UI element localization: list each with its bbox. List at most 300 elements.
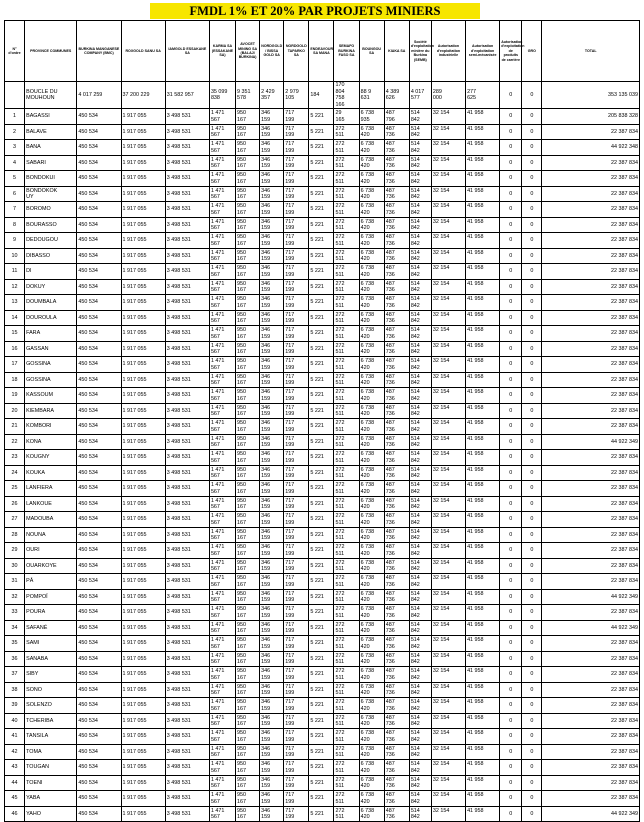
cell-c7 <box>236 496 260 512</box>
cell-line: 420 <box>360 612 370 619</box>
cell-c6 <box>209 326 235 342</box>
cell-line <box>433 442 464 449</box>
cell-total: 22 387 834 <box>542 574 640 590</box>
cell-line: 41 958 <box>467 234 484 241</box>
cell-line: 272 <box>335 683 345 690</box>
cell-line: 272 <box>335 125 345 132</box>
cell-line: 272 <box>335 482 345 489</box>
column-header: ENDEAVOUR SA MANA <box>309 21 334 82</box>
cell-line: 717 <box>285 156 295 163</box>
cell-line: 32 154 <box>432 544 450 551</box>
cell-line: 346 <box>261 528 271 535</box>
cell-line: 41 958 <box>467 218 484 225</box>
cell-line: 514 <box>410 172 420 179</box>
cell-line: 717 <box>285 218 295 225</box>
cell-c12 <box>359 82 384 109</box>
cell-line: 167 <box>237 643 247 650</box>
cell-c6 <box>209 248 235 264</box>
cell-line: 514 <box>410 776 420 783</box>
cell-c8 <box>260 744 284 760</box>
cell-line: 167 <box>237 256 247 263</box>
cell-line: 167 <box>237 209 247 216</box>
cell-c15 <box>431 450 465 466</box>
cell-line: 32 154 <box>432 156 450 163</box>
cell-line: 717 <box>285 280 295 287</box>
cell-c12 <box>359 155 384 171</box>
cell-line: 6 738 <box>360 280 375 287</box>
cell-line: 487 <box>385 714 395 721</box>
cell-line: 487 <box>385 125 395 132</box>
cell-c11 <box>334 357 359 373</box>
cell-line: 736 <box>385 240 395 247</box>
cell-line: 796 <box>385 116 395 123</box>
cell-line: 167 <box>237 473 247 480</box>
cell-line: 736 <box>385 752 395 759</box>
cell-line: 511 <box>335 736 345 743</box>
cell-c17: 0 <box>500 589 522 605</box>
cell-line: 159 <box>261 597 271 604</box>
cell-line: 567 <box>210 798 220 805</box>
cell-line: MOUHOUN <box>26 95 55 102</box>
cell-name <box>25 450 77 466</box>
cell-line: 41 958 <box>467 761 484 768</box>
cell-line: 199 <box>285 612 295 619</box>
cell-c15 <box>431 713 465 729</box>
cell-line: 199 <box>285 721 295 728</box>
cell-c16 <box>466 791 500 807</box>
cell-line: 514 <box>410 730 420 737</box>
cell-c10: 5 221 <box>309 326 334 342</box>
cell-c16 <box>466 82 500 109</box>
cell-line: 420 <box>360 643 370 650</box>
cell-line: 32 154 <box>432 404 450 411</box>
cell-c17: 0 <box>500 791 522 807</box>
cell-total: 22 387 834 <box>542 295 640 311</box>
cell-line: 35 099 <box>210 88 228 95</box>
cell-line <box>433 535 464 542</box>
cell-line: 199 <box>285 256 295 263</box>
cell-line: 167 <box>237 767 247 774</box>
cell-line: 1 471 <box>210 683 225 690</box>
cell-line <box>467 442 498 449</box>
cell-line <box>467 566 498 573</box>
cell-c12 <box>359 202 384 218</box>
cell-line: 736 <box>385 457 395 464</box>
cell-line <box>433 644 464 651</box>
cell-c15 <box>431 512 465 528</box>
cell-c18: 0 <box>522 295 542 311</box>
cell-line: 487 <box>385 203 395 210</box>
cell-line: 736 <box>385 566 395 573</box>
cell-c13 <box>384 527 409 543</box>
cell-line <box>467 334 498 341</box>
cell-c17: 0 <box>500 605 522 621</box>
cell-c18: 0 <box>522 357 542 373</box>
cell-line: 6 738 <box>360 590 375 597</box>
cell-c8 <box>260 791 284 807</box>
cell-line: 32 154 <box>432 590 450 597</box>
cell-line: 487 <box>385 389 395 396</box>
cell-c16 <box>466 527 500 543</box>
cell-c15 <box>431 155 465 171</box>
table-row <box>5 202 640 218</box>
cell-c15 <box>431 82 465 109</box>
cell-c11 <box>334 233 359 249</box>
cell-c4: 1 917 055 <box>121 264 165 280</box>
cell-c4: 1 917 055 <box>121 171 165 187</box>
cell-c10: 5 221 <box>309 248 334 264</box>
cell-c15 <box>431 248 465 264</box>
cell-line: 41 958 <box>467 637 484 644</box>
cell-line: 346 <box>261 125 271 132</box>
cell-c14 <box>409 636 431 652</box>
cell-name <box>25 589 77 605</box>
cell-line: 41 958 <box>467 172 484 179</box>
table-row <box>5 620 640 636</box>
cell-line: 950 <box>237 466 247 473</box>
cell-line: 842 <box>410 721 420 728</box>
cell-line: 41 958 <box>467 807 484 814</box>
cell-line: 272 <box>335 280 345 287</box>
cell-c13 <box>384 357 409 373</box>
cell-line: 487 <box>385 141 395 148</box>
cell-line: 1 471 <box>210 373 225 380</box>
cell-c12 <box>359 403 384 419</box>
cell-name <box>25 403 77 419</box>
cell-line: 346 <box>261 249 271 256</box>
cell-c6 <box>209 341 235 357</box>
cell-c12 <box>359 233 384 249</box>
column-header: NORDGOLD / BISSA GOLD SA <box>260 21 284 82</box>
cell-line: 950 <box>237 203 247 210</box>
cell-line: 950 <box>237 265 247 272</box>
cell-c17: 0 <box>500 341 522 357</box>
cell-line: 717 <box>285 466 295 473</box>
cell-c13 <box>384 450 409 466</box>
cell-line: 32 154 <box>432 358 450 365</box>
cell-c4: 1 917 055 <box>121 109 165 125</box>
cell-line: 736 <box>385 349 395 356</box>
cell-name <box>25 171 77 187</box>
cell-c13 <box>384 775 409 791</box>
cell-name <box>25 806 77 822</box>
cell-line: TOENI <box>26 779 43 786</box>
cell-line: 567 <box>210 178 220 185</box>
cell-line <box>467 117 498 124</box>
cell-c17: 0 <box>500 310 522 326</box>
cell-line: 567 <box>210 767 220 774</box>
cell-c11 <box>334 403 359 419</box>
cell-line: 6 738 <box>360 745 375 752</box>
cell-line: 487 <box>385 342 395 349</box>
cell-line: 346 <box>261 621 271 628</box>
cell-c16 <box>466 217 500 233</box>
cell-line: 736 <box>385 395 395 402</box>
cell-c6 <box>209 82 235 109</box>
cell-line: 717 <box>285 544 295 551</box>
cell-line: 950 <box>237 141 247 148</box>
cell-c14 <box>409 279 431 295</box>
cell-line: 935 <box>360 116 370 123</box>
cell-line: GASSAN <box>26 345 49 352</box>
cell-line: 6 738 <box>360 296 375 303</box>
cell-c14 <box>409 512 431 528</box>
cell-name <box>25 295 77 311</box>
cell-line: 511 <box>335 287 345 294</box>
table-body <box>5 82 640 822</box>
cell-line: 159 <box>261 302 271 309</box>
cell-line: 1 471 <box>210 714 225 721</box>
cell-line: 41 958 <box>467 280 484 287</box>
cell-line: 159 <box>261 473 271 480</box>
cell-line: 511 <box>335 612 345 619</box>
cell-line: 842 <box>410 333 420 340</box>
cell-c10: 5 221 <box>309 682 334 698</box>
cell-line: 1 471 <box>210 606 225 613</box>
cell-line: 717 <box>285 203 295 210</box>
cell-line: 514 <box>410 637 420 644</box>
cell-c10: 5 221 <box>309 403 334 419</box>
cell-line: 346 <box>261 776 271 783</box>
cell-c9 <box>284 326 309 342</box>
cell-c17: 0 <box>500 186 522 202</box>
cell-line: 6 738 <box>360 776 375 783</box>
cell-line: 167 <box>237 411 247 418</box>
cell-c9 <box>284 248 309 264</box>
cell-line: 514 <box>410 497 420 504</box>
cell-no: 21 <box>5 419 25 435</box>
cell-c18: 0 <box>522 574 542 590</box>
cell-line: 842 <box>410 411 420 418</box>
cell-c15 <box>431 341 465 357</box>
cell-c9 <box>284 791 309 807</box>
cell-line: 32 154 <box>432 296 450 303</box>
cell-c15 <box>431 775 465 791</box>
cell-line: 32 154 <box>432 637 450 644</box>
cell-line: 736 <box>385 736 395 743</box>
cell-line: 159 <box>261 256 271 263</box>
cell-line: 6 738 <box>360 544 375 551</box>
cell-c6 <box>209 605 235 621</box>
cell-c7 <box>236 481 260 497</box>
cell-c5: 3 498 531 <box>165 760 209 776</box>
cell-line: 717 <box>285 404 295 411</box>
cell-c18: 0 <box>522 651 542 667</box>
cell-line: 41 958 <box>467 606 484 613</box>
cell-line: 1 471 <box>210 776 225 783</box>
cell-line: 346 <box>261 699 271 706</box>
cell-c4: 1 917 055 <box>121 217 165 233</box>
cell-line: 842 <box>410 566 420 573</box>
cell-line: 950 <box>237 544 247 551</box>
cell-c10: 5 221 <box>309 155 334 171</box>
cell-line: 736 <box>385 302 395 309</box>
cell-line: 736 <box>385 767 395 774</box>
cell-line: BOUCLE DU <box>26 88 58 95</box>
cell-line: 420 <box>360 798 370 805</box>
cell-c16 <box>466 574 500 590</box>
cell-line: 167 <box>237 612 247 619</box>
cell-line <box>433 132 464 139</box>
cell-c7 <box>236 744 260 760</box>
cell-line: 487 <box>385 544 395 551</box>
cell-c18: 0 <box>522 434 542 450</box>
cell-c7 <box>236 791 260 807</box>
cell-line: 717 <box>285 110 295 117</box>
cell-c11 <box>334 543 359 559</box>
cell-no: 9 <box>5 233 25 249</box>
cell-c11 <box>334 512 359 528</box>
cell-c9 <box>284 434 309 450</box>
cell-c3: 450 534 <box>77 341 121 357</box>
cell-line: 32 154 <box>432 342 450 349</box>
cell-c12 <box>359 729 384 745</box>
cell-line: 41 958 <box>467 358 484 365</box>
cell-line: 420 <box>360 581 370 588</box>
cell-line: 717 <box>285 497 295 504</box>
cell-c6 <box>209 233 235 249</box>
cell-line: 717 <box>285 327 295 334</box>
cell-line: 736 <box>385 690 395 697</box>
cell-c4: 1 917 055 <box>121 279 165 295</box>
cell-line <box>467 411 498 418</box>
cell-line: 567 <box>210 705 220 712</box>
cell-line: 199 <box>285 349 295 356</box>
cell-line <box>467 799 498 806</box>
cell-line: 272 <box>335 807 345 814</box>
cell-c4: 1 917 055 <box>121 155 165 171</box>
cell-line: 567 <box>210 116 220 123</box>
cell-c8 <box>260 388 284 404</box>
cell-line: 167 <box>237 628 247 635</box>
cell-c14 <box>409 372 431 388</box>
cell-line: 567 <box>210 240 220 247</box>
cell-line: 842 <box>410 240 420 247</box>
cell-c5: 3 498 531 <box>165 279 209 295</box>
cell-c13 <box>384 419 409 435</box>
column-header: AVOCET MINING SA (BALAJI BURKINA) <box>236 21 260 82</box>
cell-c4: 1 917 055 <box>121 636 165 652</box>
cell-c7 <box>236 171 260 187</box>
cell-c13 <box>384 543 409 559</box>
cell-line: 577 <box>410 95 420 102</box>
cell-line: 6 738 <box>360 342 375 349</box>
cell-line: 199 <box>285 535 295 542</box>
cell-c5: 3 498 531 <box>165 388 209 404</box>
cell-line: 6 738 <box>360 761 375 768</box>
cell-line: 511 <box>335 271 345 278</box>
cell-line: 842 <box>410 798 420 805</box>
cell-c8 <box>260 202 284 218</box>
cell-c12 <box>359 682 384 698</box>
cell-c9 <box>284 806 309 822</box>
cell-c11 <box>334 558 359 574</box>
table-row <box>5 651 640 667</box>
fmdl-table <box>4 20 640 822</box>
cell-line: 487 <box>385 110 395 117</box>
cell-line <box>433 706 464 713</box>
cell-c5: 3 498 531 <box>165 403 209 419</box>
cell-line <box>467 520 498 527</box>
cell-line: 1 471 <box>210 404 225 411</box>
cell-c10: 5 221 <box>309 109 334 125</box>
cell-line <box>433 194 464 201</box>
cell-line: 842 <box>410 209 420 216</box>
cell-total: 22 387 834 <box>542 186 640 202</box>
cell-line: 567 <box>210 535 220 542</box>
cell-line: 41 958 <box>467 776 484 783</box>
cell-line: 199 <box>285 442 295 449</box>
cell-line: 167 <box>237 349 247 356</box>
cell-c4: 1 917 055 <box>121 620 165 636</box>
cell-line: 159 <box>261 643 271 650</box>
cell-line: 567 <box>210 488 220 495</box>
cell-line: 717 <box>285 513 295 520</box>
cell-line: 9 351 <box>237 88 251 95</box>
cell-name <box>25 636 77 652</box>
cell-c5: 3 498 531 <box>165 481 209 497</box>
cell-line: 199 <box>285 132 295 139</box>
cell-line: 199 <box>285 504 295 511</box>
cell-line <box>433 783 464 790</box>
cell-c8 <box>260 155 284 171</box>
cell-line: 842 <box>410 132 420 139</box>
cell-c16 <box>466 450 500 466</box>
cell-line: 272 <box>335 606 345 613</box>
cell-c11 <box>334 651 359 667</box>
cell-c16 <box>466 171 500 187</box>
cell-c9 <box>284 419 309 435</box>
cell-line: 514 <box>410 559 420 566</box>
cell-line: 159 <box>261 225 271 232</box>
cell-c5: 3 498 531 <box>165 744 209 760</box>
cell-c12 <box>359 434 384 450</box>
cell-line: NOUNA <box>26 531 46 538</box>
cell-c15 <box>431 109 465 125</box>
cell-line: 41 958 <box>467 559 484 566</box>
cell-line: 514 <box>410 807 420 814</box>
cell-line: 511 <box>335 256 345 263</box>
cell-line: 511 <box>335 473 345 480</box>
cell-c13 <box>384 82 409 109</box>
cell-line: 199 <box>285 783 295 790</box>
cell-line: 159 <box>261 566 271 573</box>
cell-c12 <box>359 295 384 311</box>
cell-c5: 3 498 531 <box>165 543 209 559</box>
cell-line: 487 <box>385 280 395 287</box>
cell-c12 <box>359 543 384 559</box>
cell-line: 167 <box>237 581 247 588</box>
cell-c14 <box>409 434 431 450</box>
cell-line: 167 <box>237 194 247 201</box>
cell-c17: 0 <box>500 140 522 156</box>
cell-c18: 0 <box>522 372 542 388</box>
cell-c15 <box>431 667 465 683</box>
cell-line: 514 <box>410 544 420 551</box>
cell-c10: 5 221 <box>309 496 334 512</box>
cell-line: 514 <box>410 451 420 458</box>
cell-c6 <box>209 496 235 512</box>
cell-line: 511 <box>335 674 345 681</box>
cell-line <box>433 427 464 434</box>
cell-c10: 5 221 <box>309 527 334 543</box>
cell-line: 159 <box>261 535 271 542</box>
cell-line: 32 154 <box>432 203 450 210</box>
cell-line: 272 <box>335 637 345 644</box>
cell-c14 <box>409 729 431 745</box>
cell-line: 514 <box>410 652 420 659</box>
cell-name <box>25 388 77 404</box>
